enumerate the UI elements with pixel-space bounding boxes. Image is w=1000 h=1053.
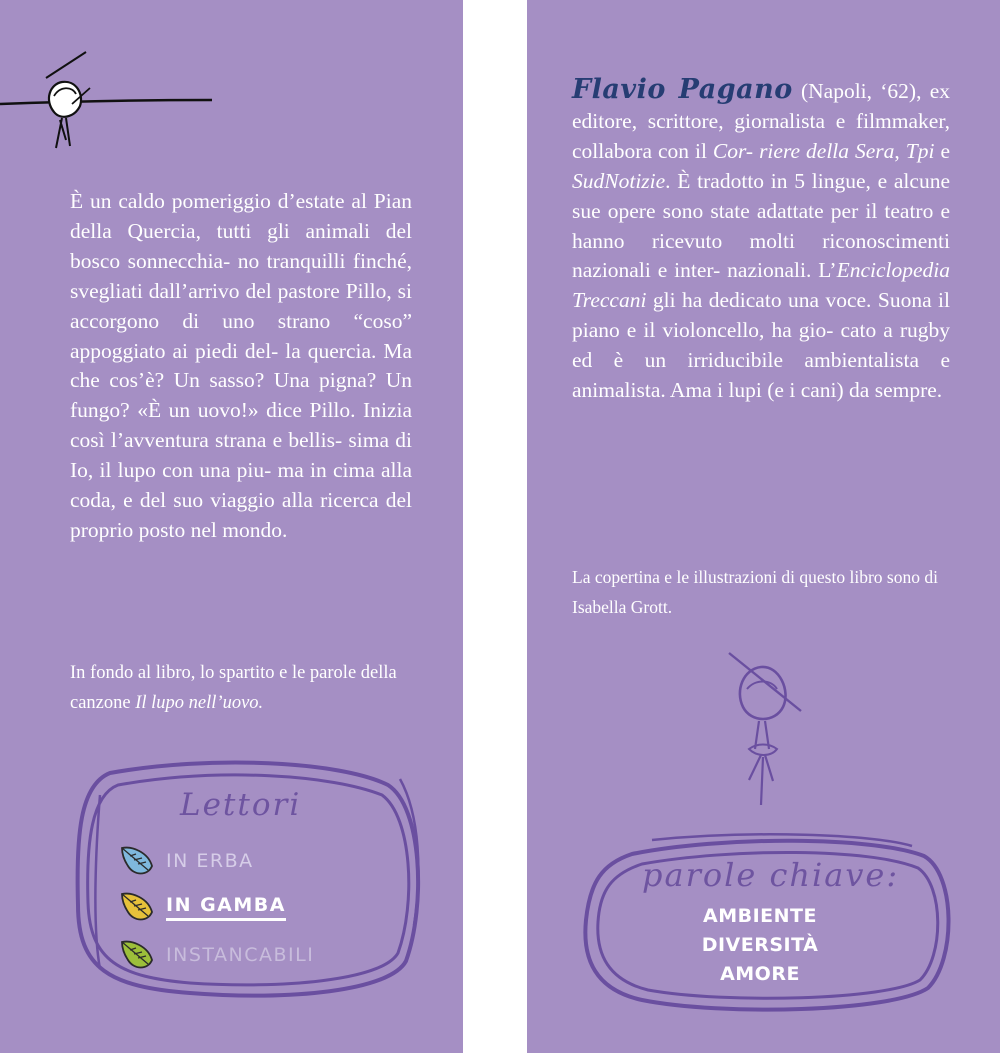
bio-treccani: Enciclopedia Treccani [572, 258, 950, 313]
level-instancabili [118, 938, 314, 972]
synopsis-line: ma in cima alla coda, e del suo viaggio alla ricerca del proprio posto nel mondo. [70, 458, 413, 542]
bio-text: , [894, 138, 906, 163]
readers-title: Lettori [180, 787, 302, 823]
level-label: IN GAMBA [166, 894, 286, 921]
synopsis-line: sima di Io, il lupo con una piu- [70, 428, 412, 483]
song-note [70, 658, 420, 718]
right-flap [527, 0, 1000, 1053]
illustration-credit: La copertina e le illustrazioni di questo libro sono di Isabella Grott. [572, 567, 938, 617]
level-in-erba [118, 844, 254, 878]
synopsis [70, 187, 412, 546]
level-in-gamba [118, 890, 286, 924]
bird-on-wire-icon [0, 40, 220, 160]
song-note-text: In fondo al libro, lo spartito e le parole della canzone [70, 663, 397, 713]
left-flap [0, 0, 463, 1053]
level-label: INSTANCABILI [166, 944, 315, 966]
keyword: AMORE [720, 963, 800, 985]
synopsis-line: la quercia. Ma che cos’è? Un sasso? Una pigna? Un fungo? «È un uovo!» dice Pillo. Inizia così l’avventura strana e bellis- [70, 338, 412, 453]
bird-sketch-icon [713, 645, 813, 810]
author-bio [572, 75, 950, 406]
bio-text: e [934, 138, 950, 163]
keywords-title: parole chiave: [642, 856, 900, 894]
leaf-icon [118, 938, 156, 972]
bio-text: . È tradotto in 5 lingue, e alcune sue opere sono state adattate per il teatro e hanno ricevuto molti riconoscimenti nazionali e inter- nazionali. L’ [572, 168, 950, 283]
author-name: Flavio Pagano [572, 74, 793, 105]
leaf-icon [118, 890, 156, 924]
keyword: AMBIENTE [703, 905, 817, 927]
leaf-icon [118, 844, 156, 878]
synopsis-line: no tranquilli finché, svegliati dall’arrivo del pastore Pillo, si accorgono di uno strano “coso” appoggiato ai piedi del- [70, 248, 412, 363]
level-label: IN ERBA [166, 850, 254, 872]
synopsis-line: È un caldo pomeriggio d’estate al Pian della Quercia, tutti gli animali del bosco sonnecchia- [70, 189, 412, 273]
bio-corriere: Cor- riere della Sera [712, 138, 895, 163]
bio-sudnotizie: SudNotizie [572, 168, 666, 193]
keyword: DIVERSITÀ [701, 934, 819, 956]
bio-text: gli ha dedicato una voce. Suona il piano e il violoncello, ha gio- cato a rugby ed è un irriducibile ambientalista e animalista. Ama i lupi (e i cani) da sempre. [572, 288, 950, 403]
bio-tpi: Tpi [905, 138, 935, 163]
bio-text: (Napoli, ‘62), ex editore, scrittore, giornalista e filmmaker, collabora con il [572, 79, 950, 163]
song-title: Il lupo nell’uovo. [135, 693, 264, 713]
